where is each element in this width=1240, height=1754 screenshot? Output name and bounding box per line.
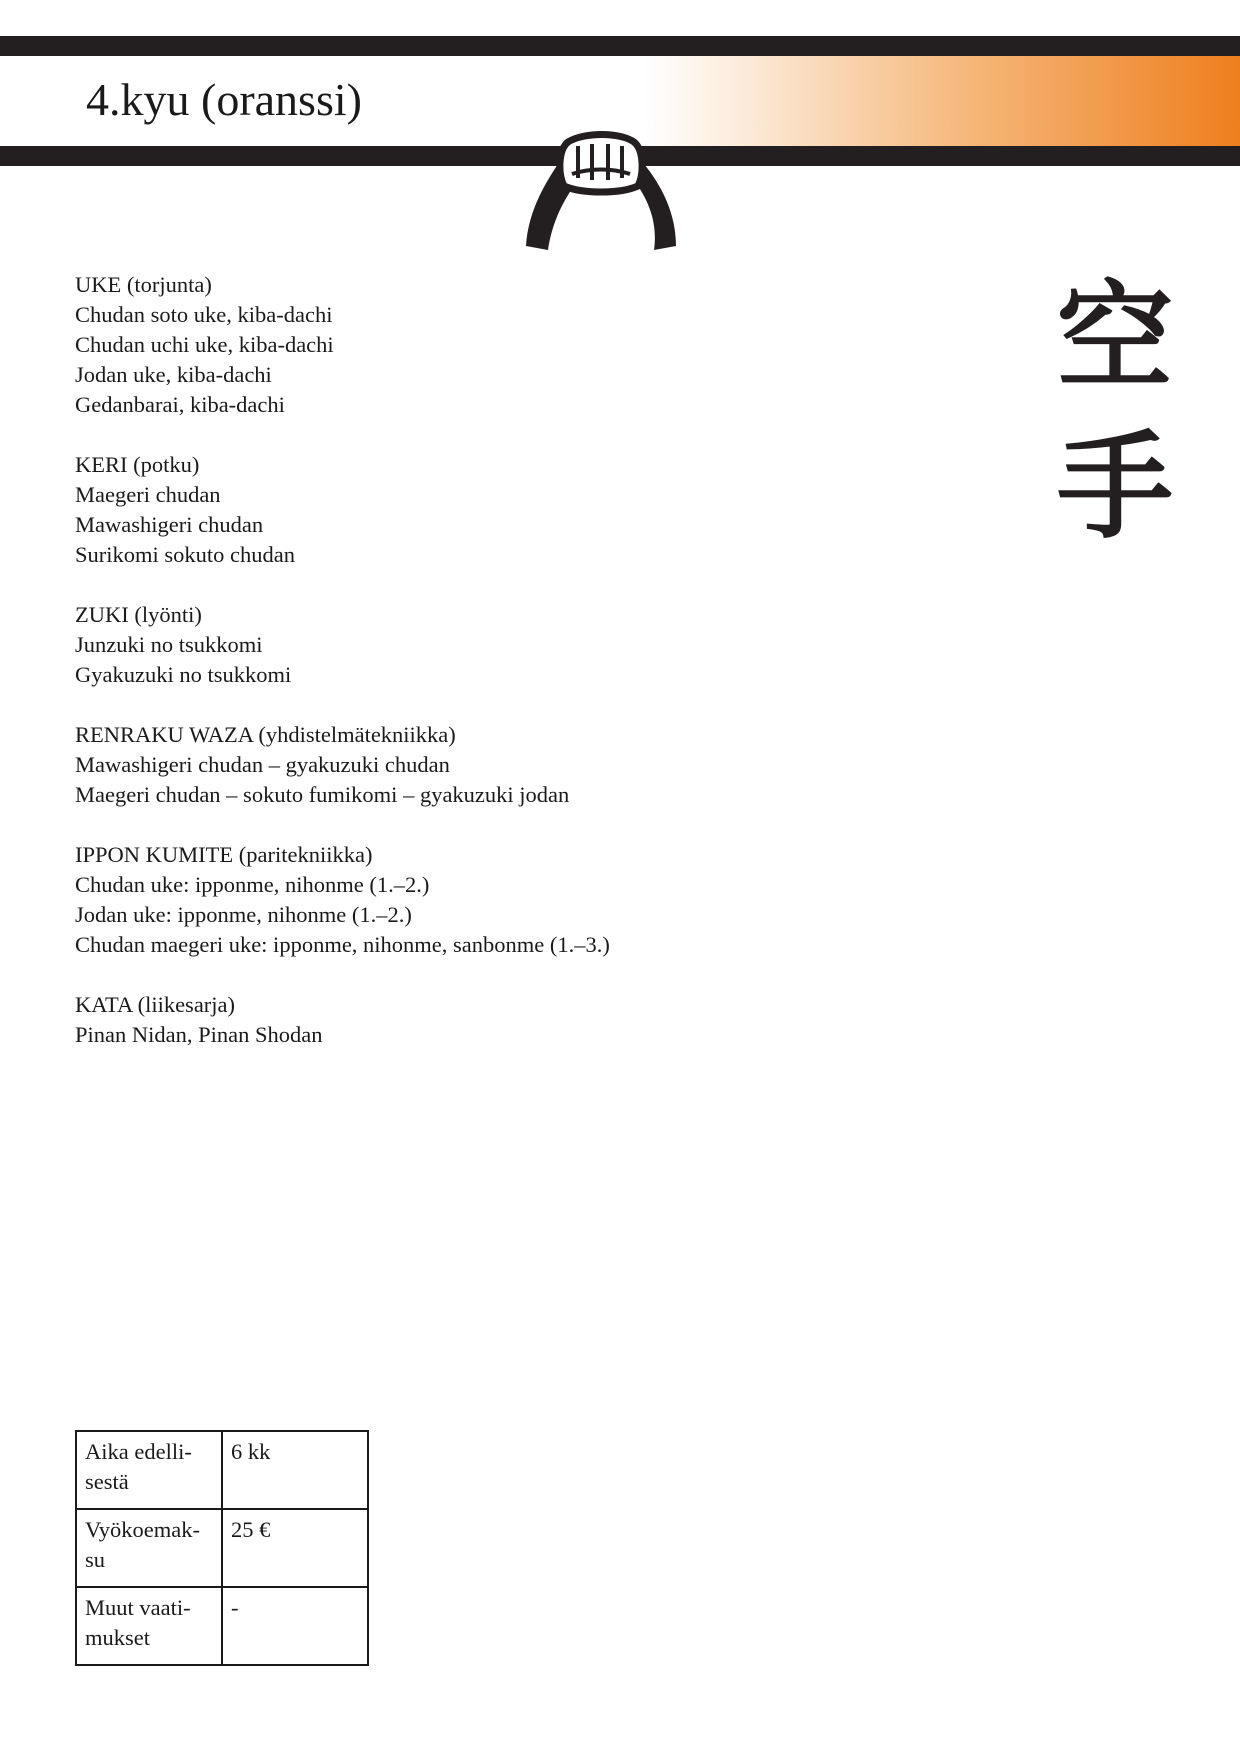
technique-line: Gyakuzuki no tsukkomi — [75, 662, 292, 687]
section-heading: KERI (potku) — [75, 452, 200, 477]
technique-line: Gedanbarai, kiba-dachi — [75, 392, 285, 417]
table-cell-label: Aika edelli- sestä — [76, 1431, 222, 1509]
technique-list — [75, 270, 935, 1080]
technique-line: Maegeri chudan — [75, 482, 221, 507]
table-cell-value: 6 kk — [222, 1431, 368, 1509]
technique-line: Maegeri chudan – sokuto fumikomi – gyakuzuki jodan — [75, 782, 570, 807]
table-cell-label: Muut vaati- mukset — [76, 1587, 222, 1665]
belt-knot-icon — [520, 128, 680, 258]
table-cell-label: Vyökoemak- su — [76, 1509, 222, 1587]
section-heading: IPPON KUMITE (paritekniikka) — [75, 842, 373, 867]
technique-line: Chudan uke: ipponme, nihonme (1.–2.) — [75, 872, 430, 897]
section-zuki — [75, 600, 935, 690]
section-renraku-waza — [75, 720, 935, 810]
technique-line: Mawashigeri chudan — [75, 512, 264, 537]
karate-kanji — [1050, 262, 1180, 562]
technique-line: Jodan uke: ipponme, nihonme (1.–2.) — [75, 902, 412, 927]
section-kata — [75, 990, 935, 1050]
section-keri — [75, 450, 935, 570]
section-heading: RENRAKU WAZA (yhdistelmätekniikka) — [75, 722, 456, 747]
section-heading: ZUKI (lyönti) — [75, 602, 202, 627]
section-heading: KATA (liikesarja) — [75, 992, 236, 1017]
section-heading: UKE (torjunta) — [75, 272, 212, 297]
table-row — [76, 1509, 368, 1587]
table-row — [76, 1587, 368, 1665]
technique-line: Surikomi sokuto chudan — [75, 542, 295, 567]
technique-line: Mawashigeri chudan – gyakuzuki chudan — [75, 752, 450, 777]
technique-line: Chudan uchi uke, kiba-dachi — [75, 332, 334, 357]
table-cell-value: 25 € — [222, 1509, 368, 1587]
section-uke — [75, 270, 935, 420]
section-ippon-kumite — [75, 840, 935, 960]
table-cell-value: - — [222, 1587, 368, 1665]
requirements-table — [75, 1430, 369, 1666]
technique-line: Junzuki no tsukkomi — [75, 632, 263, 657]
technique-line: Jodan uke, kiba-dachi — [75, 362, 272, 387]
technique-line: Pinan Nidan, Pinan Shodan — [75, 1022, 323, 1047]
belt-top-band — [0, 36, 1240, 56]
technique-line: Chudan maegeri uke: ipponme, nihonme, sanbonme (1.–3.) — [75, 932, 610, 957]
kanji-kara: 空 — [1057, 269, 1173, 405]
technique-line: Chudan soto uke, kiba-dachi — [75, 302, 333, 327]
page-title: 4.kyu (oranssi) — [86, 74, 362, 125]
table-row — [76, 1431, 368, 1509]
kanji-te: 手 — [1057, 419, 1173, 555]
